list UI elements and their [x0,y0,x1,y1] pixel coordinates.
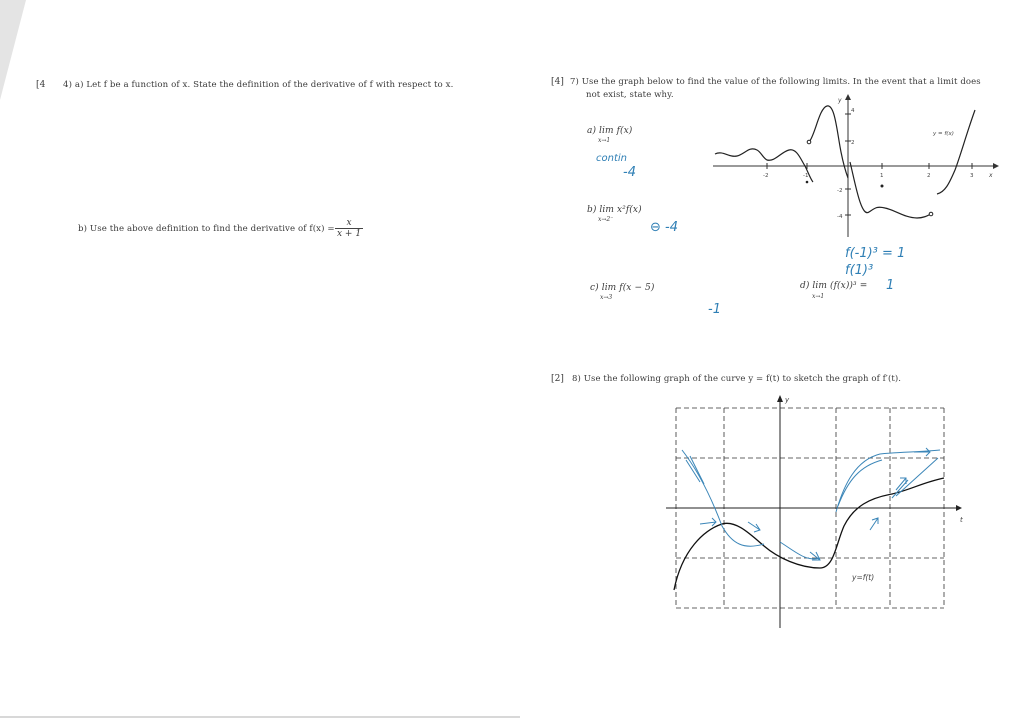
q7d-subscript: x→1 [812,293,825,300]
q8-y-arrow [777,395,783,402]
q4b-text: b) Use the above definition to find the derivative of f(x) = [78,224,335,234]
q7c-subscript: x→3 [600,294,613,301]
q7c-handwriting: -1 [708,302,721,317]
q7-graph [705,92,1000,242]
q7b-label: b) lim x²f(x) [587,205,642,215]
q7d-handwriting-2: f(1)³ [845,263,874,278]
q4a-text: 4) a) Let f be a function of x. State the definition of the derivative of f with respect to x. [63,80,454,90]
q7a-subscript: x→1 [598,137,611,144]
q8-text: 8) Use the following graph of the curve y = f(t) to sketch the graph of f′(t). [572,374,902,384]
q7-open-point-2 [929,212,933,216]
q7-filled-point-2 [806,181,809,184]
q7-curve-peak [809,106,848,178]
q7-marks: [4] [551,77,565,87]
q8-curve-label: y=f(t) [852,573,875,582]
q4b-fraction [335,218,363,239]
q7d-handwriting-1: f(-1)³ = 1 [845,246,906,261]
page-bottom-edge [0,716,520,718]
q7-y-arrow [845,94,851,100]
q8-student-sketch [682,448,940,560]
q7-filled-point-1 [881,185,884,188]
q7-line2: not exist, state why. [586,90,674,100]
q4-marks: [4 [36,80,46,90]
q7a-handwriting-1: contin [596,153,627,164]
q7b-subscript: x→2⁻ [598,216,614,223]
q7-x-axis-label: x [989,172,993,179]
q7-ytick-3: -2 [837,188,843,194]
q7-x-arrow [993,163,999,169]
q4b-numerator: x [335,218,363,229]
q7d-handwriting-3: 1 [886,278,895,293]
q7b-handwriting: ⊖ -4 [650,220,678,235]
q7-open-point-1 [807,140,811,144]
q7-xtick-5: 3 [970,173,974,179]
q7-line1: 7) Use the graph below to find the value of the following limits. In the event that a limit does [570,77,981,87]
q8-marks: [2] [551,374,565,384]
q7-curve-label: y = f(x) [933,131,954,137]
q7-xtick-4: 2 [927,173,931,179]
q7-xtick-3: 1 [880,173,884,179]
q8-graph [660,394,970,634]
q7-xtick-1: -2 [763,173,769,179]
q7-ytick-4: -4 [837,214,843,220]
q7-curve-right [937,110,975,194]
q4b-denominator: x + 1 [337,229,362,239]
q7-y-axis-label: y [838,97,842,104]
q7c-label: c) lim f(x − 5) [590,283,655,293]
q7-xtick-2: -1 [803,173,809,179]
q7-ytick-2: 2 [851,140,855,146]
q7d-label: d) lim (f(x))³ = [800,281,868,291]
q7a-label: a) lim f(x) [587,126,633,136]
q8-t-arrow [956,505,962,511]
q7-curve-dip [850,162,931,218]
q7a-handwriting-2: -4 [623,165,636,180]
q8-curve [674,478,944,590]
q7-ytick-1: 4 [851,108,855,114]
q8-t-axis-label: t [960,516,963,524]
page-corner-shadow [0,0,40,110]
q8-y-axis-label: y [785,396,790,404]
